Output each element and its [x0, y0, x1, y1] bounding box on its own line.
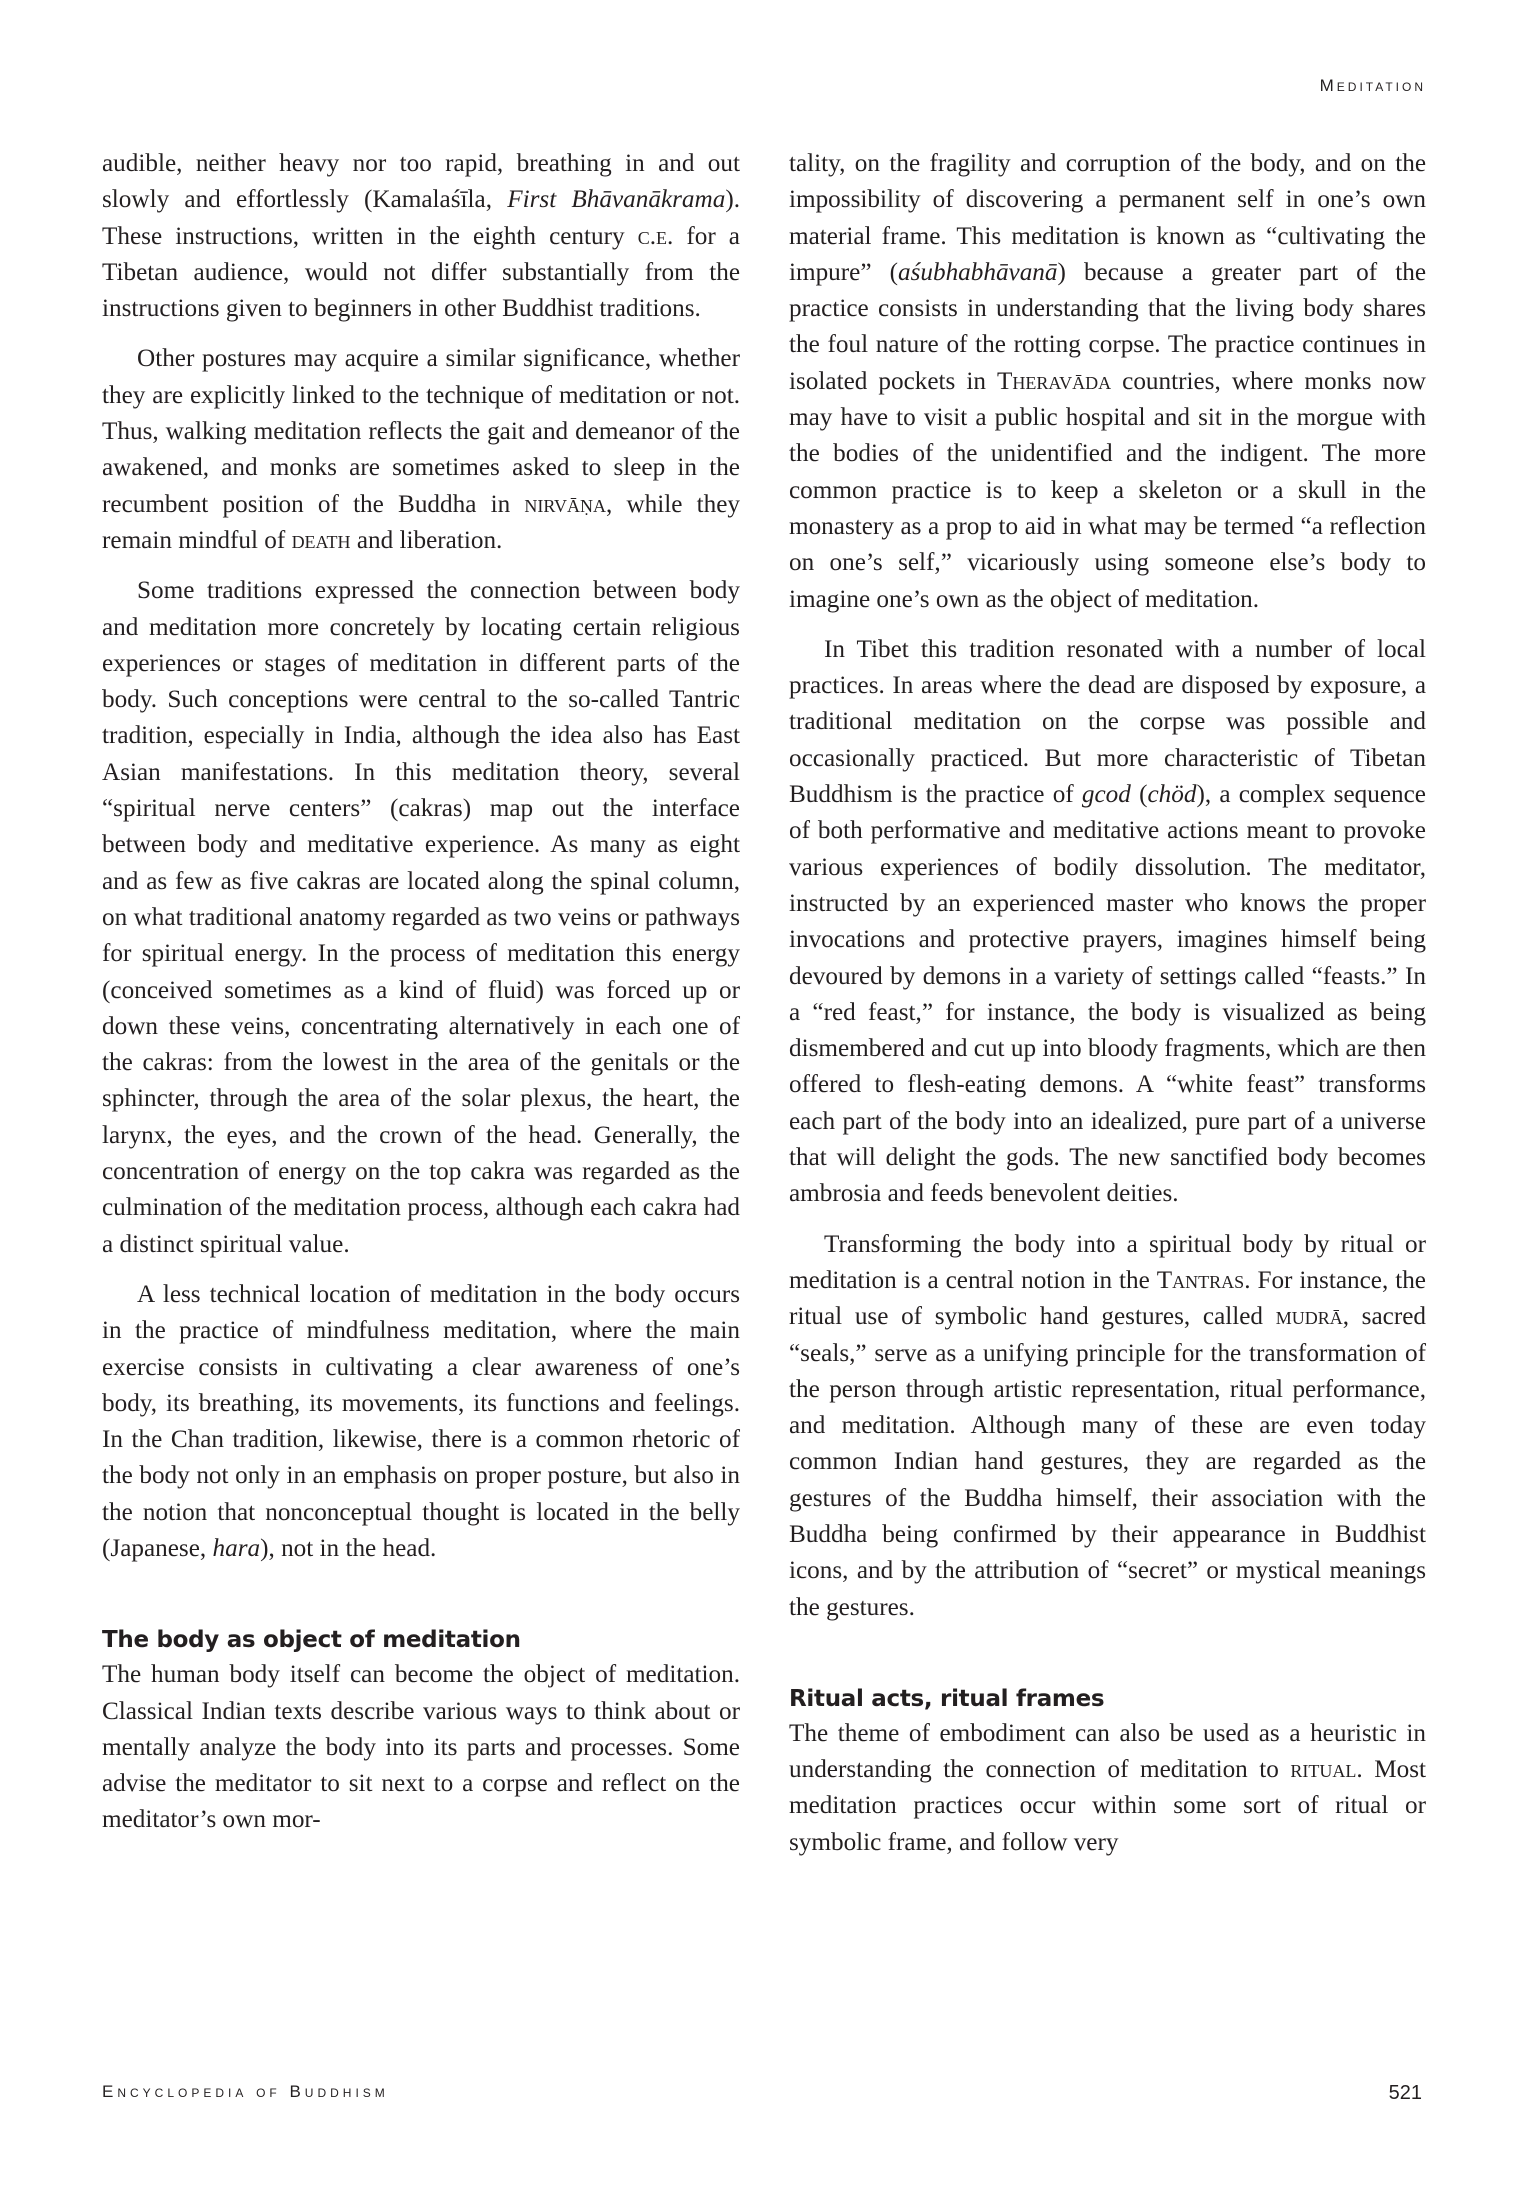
cross-reference-link[interactable]: ritual — [1290, 1756, 1357, 1784]
running-head: Meditation — [1319, 76, 1426, 95]
text-run: Transforming the body into a spiritual body by ritual or meditation is a central notion in the — [789, 1230, 1426, 1294]
paragraph — [789, 1227, 1426, 1626]
text-run: , while they remain mindful of — [102, 490, 740, 554]
section-heading: The body as object of meditation — [102, 1627, 521, 1654]
page-number: 521 — [1388, 2082, 1422, 2104]
italic-term: chöd — [1147, 781, 1197, 809]
section-spacer — [789, 1640, 1426, 1682]
text-run: ). These instructions, written in the eighth century — [102, 186, 740, 250]
left-column — [102, 146, 740, 1853]
paragraph — [102, 341, 740, 559]
text-run: ) because a greater part of the practice consists in understanding that the living body shares the foul nature of the rotting corpse. The practice continues in isolated pockets in — [789, 258, 1426, 395]
text-run: audible, neither heavy nor too rapid, breathing in and out slowly and effortlessly (Kamalaśīla, — [102, 150, 740, 214]
text-run: A less technical location of meditation in the body occurs in the practice of mindfulness meditation, where the main exercise consists in cultivating a clear awareness of one’s body, its breathing, its movements, its functions and feelings. In the Chan tradition, likewise, there is a common rhetoric of the body not only in an emphasis on proper posture, but also in the notion that nonconceptual thought is located in the belly (Japanese, — [102, 1280, 740, 1562]
paragraph: Some traditions expressed the connection between body and meditation more concretely by locating certain religious experiences or stages of meditation in different parts of the body. Such conceptions were central to the so-called Tantric tradition, especially in India, although the idea also has East Asian manifestations. In this meditation theory, several “spiritual nerve centers” (cakras) map out the interface between body and meditative experience. As many as eight and as few as five cakras are located along the spinal column, on what traditional anatomy regarded as two veins or pathways for spiritual energy. In the process of meditation this energy (conceived sometimes as a kind of fluid) was forced up or down these veins, concentrating alternatively in each one of the cakras: from the lowest in the area of the genitals or the sphincter, through the area of the solar plexus, the heart, the larynx, the eyes, and the crown of the head. Generally, the concentration of energy on the top cakra was regarded as the culmination of the meditation process, although each cakra had a distinct spiritual value. — [102, 577, 740, 1258]
text-run: and liberation. — [350, 526, 503, 554]
right-column — [789, 146, 1426, 1875]
text-run: . Most meditation practices occur within some sort of ritual or symbolic frame, and follow very — [789, 1756, 1426, 1856]
paragraph — [789, 1716, 1426, 1861]
text-run: The theme of embodiment can also be used as a heuristic in understanding the connection of meditation to — [789, 1719, 1426, 1784]
italic-term: hara — [212, 1534, 261, 1562]
footer-book-title: Encyclopedia of Buddhism — [102, 2082, 389, 2101]
paragraph — [789, 146, 1426, 618]
paragraph — [102, 146, 740, 327]
paragraph: The human body itself can become the object of meditation. Classical Indian texts describe various ways to think about or mentally analyze the body into its parts and processes. Some advise the meditator to sit next to a corpse and reflect on the meditator’s own mor- — [102, 1661, 740, 1834]
text-run: ( — [1130, 781, 1148, 809]
text-run: In Tibet this tradition resonated with a number of local practices. In areas where the dead are disposed by exposure, a traditional meditation on the corpse was possible and occasionally practiced. But more characteristic of Tibetan Buddhism is the practice of — [789, 635, 1426, 809]
text-run: , sacred “seals,” serve as a unifying principle for the transformation of the person through artistic representation, ritual performance, and meditation. Although many of these are even today common Indian hand gestures, they are regarded as the gestures of the Buddha himself, their association with the Buddha being confirmed by their appearance in Buddhist icons, and by the attribution of “secret” or mystical meanings the gestures. — [789, 1303, 1426, 1621]
text-run: tality, on the fragility and corruption of the body, and on the impossibility of discovering a permanent self in one’s own material frame. This meditation is known as “cultivating the impure” ( — [789, 150, 1426, 286]
cross-reference-link[interactable]: mudrā — [1275, 1303, 1343, 1331]
cross-reference-link[interactable]: Tantras — [1156, 1266, 1245, 1294]
text-run: ), a complex sequence of both performative and meditative actions meant to provoke various experiences of bodily dissolution. The meditator, instructed by an experienced master who knows the proper invocations and protective prayers, imagines himself being devoured by demons in a variety of settings called “feasts.” In a “red feast,” for instance, the body is visualized as being dismembered and cut up into bloody fragments, which are then offered to flesh-eating demons. A “white feast” transforms each part of the body into an idealized, pure part of a universe that will delight the gods. The new sanctified body becomes ambrosia and feeds benevolent deities. — [789, 781, 1426, 1208]
text-run: . For instance, the ritual use of symbolic hand gestures, called — [789, 1266, 1426, 1331]
text-run: Other postures may acquire a similar significance, whether they are explicitly linked to the technique of meditation or not. Thus, walking meditation reflects the gait and demeanor of the awakened, and monks are sometimes asked to sleep in the recumbent position of the Buddha in — [102, 345, 740, 518]
italic-title: First Bhāvanākrama — [507, 186, 726, 214]
text-run: ), not in the head. — [260, 1534, 437, 1562]
italic-term: aśubhabhāvanā — [897, 258, 1058, 286]
text-run: for a Tibetan audience, would not differ substantially from the instructions given to beginners in other Buddhist traditions. — [102, 222, 740, 323]
paragraph — [102, 1277, 740, 1567]
small-caps-abbrev: c.e. — [637, 222, 674, 250]
paragraph — [789, 632, 1426, 1213]
text-run: countries, where monks now may have to visit a public hospital and sit in the morgue with the bodies of the unidentified and the indigent. The more common practice is to keep a skeleton or a skull in the monastery as a prop to aid in what may be termed “a reflection on one’s self,” vicariously using someone else’s body to imagine one’s own as the object of meditation. — [789, 367, 1426, 613]
cross-reference-link[interactable]: death — [291, 526, 351, 554]
section-spacer — [102, 1581, 740, 1623]
section-heading: Ritual acts, ritual frames — [789, 1685, 1105, 1712]
cross-reference-link[interactable]: nirvāṇa — [524, 490, 606, 518]
cross-reference-link[interactable]: Theravāda — [997, 367, 1112, 395]
italic-term: gcod — [1081, 781, 1131, 809]
